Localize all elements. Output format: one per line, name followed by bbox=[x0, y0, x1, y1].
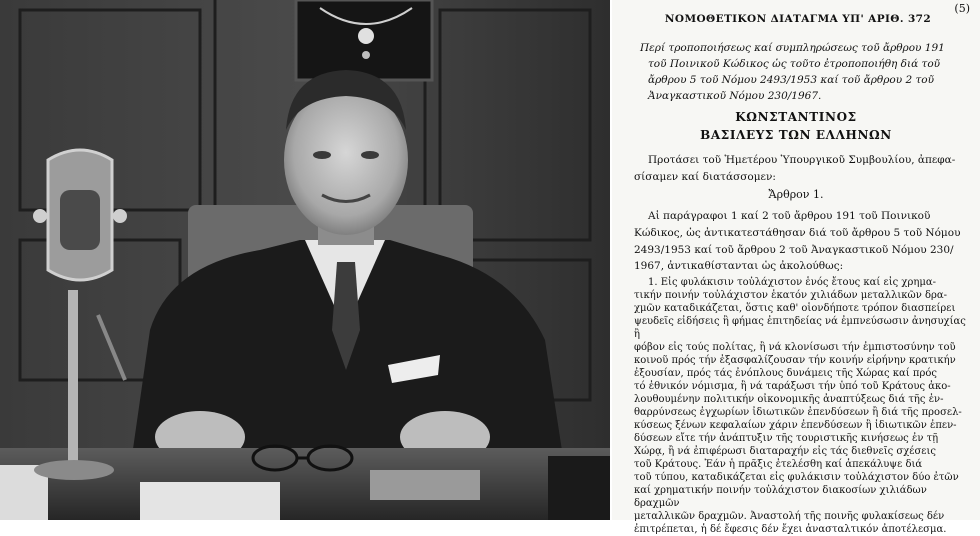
paragraph-line: θαρρύνσεως ἐγχωρίων ἰδιωτικῶν ἐπενδύσεων ἢ διά τῆς προσελ- bbox=[634, 407, 962, 418]
paragraph-line: ἐπιτρέπεται, ἡ δέ ἔφεσις δέν ἔχει ἀνασταλτικόν ἀποτέλεσμα. bbox=[634, 524, 947, 535]
preamble-line: σίσαμεν καί διατάσσομεν: bbox=[634, 170, 776, 183]
paragraph-1 bbox=[634, 208, 972, 275]
article-heading: Ἄρθρον 1. bbox=[768, 188, 824, 201]
paragraph-line: Χώρᾳ, ἢ νά ἐπιφέρωσι διαταραχήν εἰς τάς διεθνεῖς σχέσεις bbox=[634, 446, 937, 457]
paragraph-line: κύσεως ξένων κεφαλαίων χάριν ἐπενδύσεων ἢ ἰδιωτικῶν ἐπεν- bbox=[634, 420, 957, 431]
preamble bbox=[634, 152, 972, 186]
king-name: ΚΩΝΣΤΑΝΤΙΝΟΣ bbox=[735, 110, 857, 124]
paragraph-2 bbox=[634, 276, 972, 536]
paragraph-line: δύσεων εἴτε τήν ἀνάπτυξιν τῆς τουριστικῆς κινήσεως ἐν τῇ bbox=[634, 433, 939, 444]
subtitle-line: ἄρθρου 5 τοῦ Νόμου 2493/1953 καί τοῦ ἄρθρου 2 τοῦ bbox=[648, 74, 934, 86]
paragraph-line: τοῦ Κράτους. Ἐάν ἡ πρᾶξις ἐτελέσθη καί ἀπεκάλυψε διά bbox=[634, 459, 923, 470]
subtitle-line: τοῦ Ποινικοῦ Κώδικος ὡς τοῦτο ἐτροποποιήθη διά τοῦ bbox=[648, 58, 941, 70]
decree-document bbox=[612, 0, 980, 535]
paragraph-line: κοινοῦ πρός τήν ἐξασφαλίζουσαν τήν κοινήν εἰρήνην κρατικήν bbox=[634, 355, 956, 366]
subtitle-line: Ἀναγκαστικοῦ Νόμου 230/1967. bbox=[648, 90, 822, 102]
paragraph-line: τό ἐθνικόν νόμισμα, ἢ νά ταράξωσι τήν ὑπό τοῦ Κράτους ἀκο- bbox=[634, 381, 951, 392]
decree-title: ΝΟΜΟΘΕΤΙΚΟΝ ΔΙΑΤΑΓΜΑ ΥΠ' ΑΡΙΘ. 372 bbox=[664, 13, 932, 25]
preamble-line: Προτάσει τοῦ Ἡμετέρου Ὑπουργικοῦ Συμβουλίου, ἀπεφα- bbox=[648, 154, 956, 166]
paragraph-line: χμῶν καταδικάζεται, ὅστις καθ' οἱονδήποτε τρόπον διασπείρει bbox=[634, 303, 956, 314]
page-number: (5) bbox=[954, 2, 970, 15]
paragraph-line: μεταλλικῶν δραχμῶν. Ἀναστολή τῆς ποινῆς φυλακίσεως δέν bbox=[634, 511, 945, 522]
paragraph-line: 1967, ἀντικαθίστανται ὡς ἀκολούθως: bbox=[634, 260, 844, 273]
paragraph-line: καί χρηματικήν ποινήν τοὐλάχιστον διακοσίων χιλιάδων δραχμῶν bbox=[634, 485, 927, 509]
paragraph-line: λουθουμένην πολιτικήν οἰκονομικῆς ἀναπτύξεως διά τῆς ἐν- bbox=[634, 394, 944, 405]
paragraph-line: ψευδεῖς εἰδήσεις ἢ φήμας ἐπιτηδείας νά ἐμπνεύσωσιν ἀνησυχίας ἢ bbox=[634, 316, 966, 340]
paragraph-line: τοῦ τύπου, καταδικάζεται εἰς φυλάκισιν τοὐλάχιστον δύο ἐτῶν bbox=[634, 472, 959, 483]
subtitle-line: Περί τροποποιήσεως καί συμπληρώσεως τοῦ ἄρθρου 191 bbox=[640, 42, 945, 54]
decree-subtitle bbox=[636, 40, 976, 104]
paragraph-line: 1. Εἰς φυλάκισιν τοὐλάχιστον ἑνός ἔτους καί εἰς χρημα- bbox=[648, 277, 936, 288]
paragraph-line: ἐξουσίαν, πρός τάς ἐνόπλους δυνάμεις τῆς Χώρας καί πρός bbox=[634, 368, 937, 379]
paragraph-line: τικήν ποινήν τοὐλάχιστον ἑκατόν χιλιάδων μεταλλικῶν δρα- bbox=[634, 290, 947, 301]
paragraph-line: Κώδικος, ὡς ἀντικατεστάθησαν διά τοῦ ἄρθρου 5 τοῦ Νόμου bbox=[634, 226, 961, 239]
paragraph-line: Αἱ παράγραφοι 1 καί 2 τοῦ ἄρθρου 191 τοῦ Ποινικοῦ bbox=[648, 210, 931, 222]
wall-frame bbox=[296, 0, 432, 80]
paragraph-line: φόβον εἰς τούς πολίτας, ἢ νά κλονίσωσι τήν ἐμπιστοσύνην τοῦ bbox=[634, 342, 956, 353]
king-title: ΒΑΣΙΛΕΥΣ ΤΩΝ ΕΛΛΗΝΩΝ bbox=[700, 128, 892, 142]
paragraph-line: 2493/1953 καί τοῦ ἄρθρου 2 τοῦ Ἀναγκαστικοῦ Νόμου 230/ bbox=[634, 243, 954, 256]
